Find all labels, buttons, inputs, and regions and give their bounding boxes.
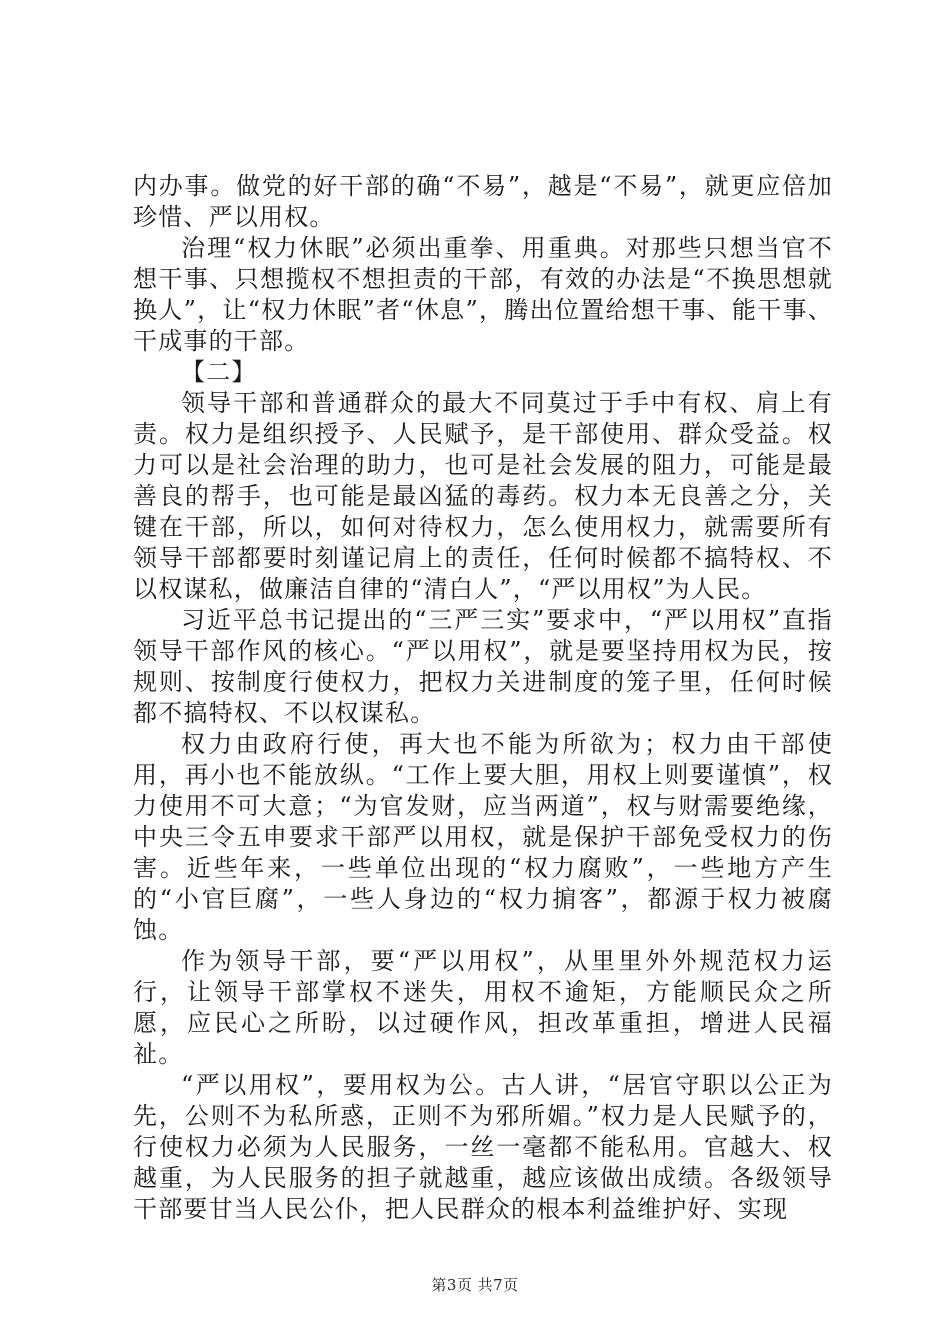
paragraph: 治理“权力休眠”必须出重拳、用重典。对那些只想当官不想干事、只想揽权不想担责的干部，有效的办法是“不换思想就换人”，让“权力休眠”者“休息”，腾出位置给想干事、能干事、干成事的干部。 [133, 234, 833, 355]
page-number: 第3页 共7页 [431, 1276, 519, 1294]
paragraph: “严以用权”，要用权为公。古人讲，“居官守职以公正为先，公则不为私所惑，正则不为邪所媚。”权力是人民赋予的，行使权力必须为人民服务，一丝一毫都不能私用。官越大、权越重，为人民服务的担子就越重，越应该做出成绩。各级领导干部要甘当人民公仆，把人民群众的根本利益维护好、实现 [133, 1071, 833, 1223]
paragraph: 习近平总书记提出的“三严三实”要求中，“严以用权”直指领导干部作风的核心。“严以用权”，就是要坚持用权为民，按规则、按制度行使权力，把权力关进制度的笼子里，任何时候都不搞特权、不以权谋私。 [133, 606, 833, 727]
section-heading: 【二】 [181, 358, 257, 386]
paragraph: 作为领导干部，要“严以用权”，从里里外外规范权力运行，让领导干部掌权不迷失，用权不逾矩，方能顺民众之所愿，应民心之所盼，以过硬作风，担改革重担，增进人民福祉。 [133, 947, 833, 1068]
paragraph: 领导干部和普通群众的最大不同莫过于手中有权、肩上有责。权力是组织授予、人民赋予，是干部使用、群众受益。权力可以是社会治理的助力，也可是社会发展的阻力，可能是最善良的帮手，也可能是最凶猛的毒药。权力本无良善之分，关键在干部，所以，如何对待权力，怎么使用权力，就需要所有领导干部都要时刻谨记肩上的责任，任何时候都不搞特权、不以权谋私，做廉洁自律的“清白人”，“严以用权”为人民。 [133, 389, 833, 603]
paragraph: 内办事。做党的好干部的确“不易”，越是“不易”，就更应倍加珍惜、严以用权。 [133, 172, 833, 231]
paragraph: 权力由政府行使，再大也不能为所欲为；权力由干部使用，再小也不能放纵。“工作上要大胆，用权上则要谨慎”，权力使用不可大意；“为官发财，应当两道”，权与财需要绝缘，中央三令五申要求干部严以用权，就是保护干部免受权力的伤害。近些年来，一些单位出现的“权力腐败”，一些地方产生的“小官巨腐”，一些人身边的“权力掮客”，都源于权力被腐蚀。 [133, 730, 833, 944]
document-body [133, 171, 833, 1225]
